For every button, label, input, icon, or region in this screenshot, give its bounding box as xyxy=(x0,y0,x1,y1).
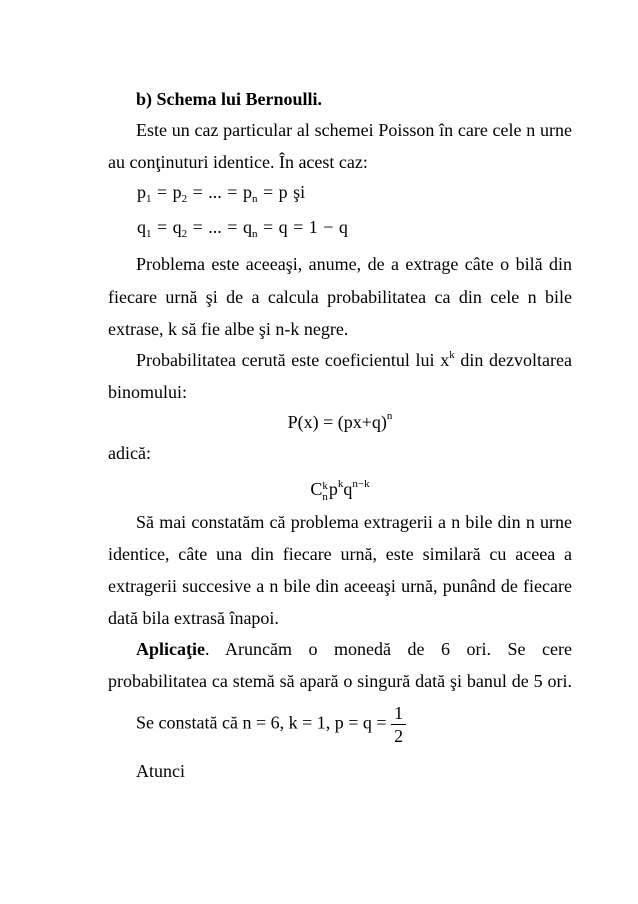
combination-lower-index: n xyxy=(322,491,328,503)
binomial-formula xyxy=(108,411,572,433)
section-heading: b) Schema lui Bernoulli. xyxy=(136,89,323,109)
p-variable: p xyxy=(328,479,338,499)
then-label: Atunci xyxy=(136,761,185,781)
application-label: Aplicaţie xyxy=(136,639,205,659)
binomial-exponent: n xyxy=(386,410,393,422)
problem-line-1: Problema este aceeaşi, anume, de a extrage câte o bilă din xyxy=(136,254,572,274)
given-values-line xyxy=(136,702,406,747)
remark-line-4: dată bila extrasă înapoi. xyxy=(108,608,279,628)
q-variable: q xyxy=(343,479,353,499)
eq-q-subscript: n xyxy=(251,228,258,240)
remark-line-1: Să mai constatăm că problema extragerii a n bile din n urne xyxy=(136,512,572,532)
probability-text: din dezvoltarea xyxy=(454,350,572,370)
probability-line-1 xyxy=(136,349,572,371)
problem-line-3: extrase, k să fie albe şi n-k negre. xyxy=(108,319,349,339)
equation-p-probabilities xyxy=(137,181,305,203)
eq-p-subscript: n xyxy=(251,193,258,205)
given-text: Se constată că n = 6, k = 1, p = q = xyxy=(136,712,392,733)
remark-line-2: identice, câte una din fiecare urnă, este similară cu aceea a xyxy=(108,544,572,564)
eq-q-subscript: 1 xyxy=(146,228,152,240)
eq-p-term: p xyxy=(137,182,146,202)
p-exponent: k xyxy=(337,478,344,490)
eq-q-term: = ... = q xyxy=(187,217,252,237)
application-text: . Aruncăm o monedă de 6 ori. Se cere xyxy=(205,639,572,659)
fraction-numerator: 1 xyxy=(391,702,406,725)
equation-q-probabilities xyxy=(137,216,348,238)
eq-p-subscript: 1 xyxy=(146,193,152,205)
combination-symbol: C xyxy=(310,479,323,499)
q-exponent: n−k xyxy=(352,478,370,490)
adica-label: adică: xyxy=(108,443,151,463)
combination-indices xyxy=(322,481,328,503)
eq-p-subscript: 2 xyxy=(181,193,188,205)
combination-upper-index: k xyxy=(322,480,328,492)
probability-text: Probabilitatea cerută este coeficientul lui x xyxy=(136,350,450,370)
eq-q-term: q xyxy=(137,217,146,237)
coefficient-formula xyxy=(108,478,572,503)
eq-q-term: = q xyxy=(151,217,182,237)
intro-line-2: au conţinuturi identice. În acest caz: xyxy=(108,152,368,172)
eq-q-term: = q = 1 − q xyxy=(257,217,348,237)
fraction-denominator: 2 xyxy=(394,726,404,746)
eq-q-subscript: 2 xyxy=(181,228,188,240)
intro-line-1: Este un caz particular al schemei Poisson în care cele n urne xyxy=(136,120,572,140)
remark-line-3: extragerii succesive a n bile din aceeaşi urnă, punând de fiecare xyxy=(108,576,572,596)
probability-line-2: binomului: xyxy=(108,382,188,402)
application-line-2: probabilitatea ca stemă să apară o singură dată şi banul de 5 ori. xyxy=(108,671,572,691)
exponent: k xyxy=(449,349,455,361)
eq-p-term: = ... = p xyxy=(187,182,252,202)
eq-p-term: = p şi xyxy=(257,182,306,202)
fraction-one-half xyxy=(391,702,406,747)
problem-line-2: fiecare urnă şi de a calcula probabilitatea ca din cele n bile xyxy=(108,287,572,307)
binomial-base: P(x) = (px+q) xyxy=(287,412,387,432)
application-line-1 xyxy=(136,638,572,660)
eq-p-term: = p xyxy=(151,182,182,202)
